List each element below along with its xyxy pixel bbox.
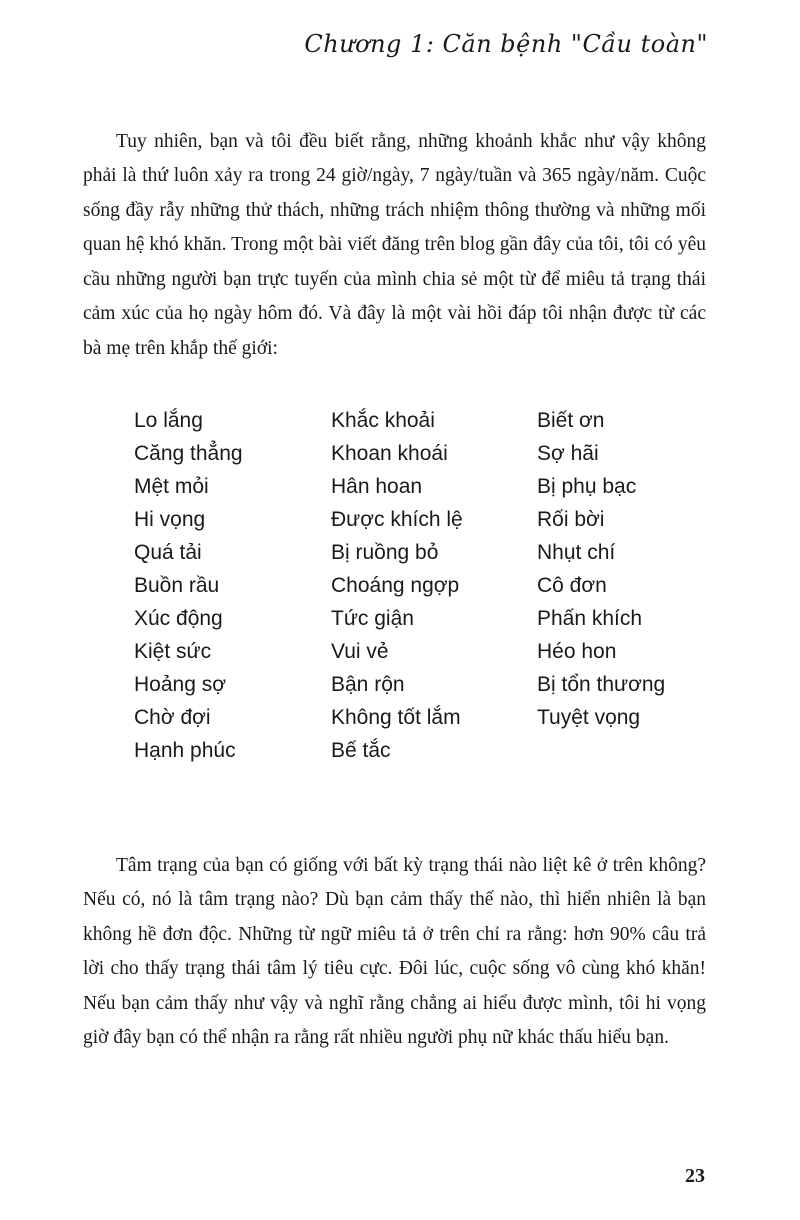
emotion-word: Căng thẳng bbox=[134, 442, 243, 465]
emotion-word: Chờ đợi bbox=[134, 706, 211, 729]
word-column-1 bbox=[134, 404, 243, 767]
word-column-2 bbox=[331, 404, 463, 767]
emotion-word: Khoan khoái bbox=[331, 442, 448, 465]
emotion-word: Phấn khích bbox=[537, 607, 643, 630]
emotion-word: Mệt mỏi bbox=[134, 475, 209, 498]
closing-paragraph: Tâm trạng của bạn có giống với bất kỳ trạng thái nào liệt kê ở trên không? Nếu có, nó là tâm trạng nào? Dù bạn cảm thấy thế nào, thì hiển nhiên là bạn không hề đơn độc. Những từ ngữ miêu tả ở trên chỉ ra rằng: hơn 90% câu trả lời cho thấy trạng thái tâm lý tiêu cực. Đôi lúc, cuộc sống vô cùng khó khăn! Nếu bạn cảm thấy như vậy và nghĩ rằng chẳng ai hiểu được mình, tôi hi vọng giờ đây bạn có thể nhận ra rằng rất nhiều người phụ nữ khác thấu hiểu bạn. bbox=[83, 854, 706, 1048]
emotion-word: Sợ hãi bbox=[537, 442, 599, 465]
emotion-word: Kiệt sức bbox=[134, 640, 212, 663]
emotion-word: Xúc động bbox=[134, 607, 223, 630]
emotion-word: Khắc khoải bbox=[331, 409, 435, 432]
emotion-word: Cô đơn bbox=[537, 574, 607, 597]
emotion-word: Biết ơn bbox=[537, 409, 605, 432]
word-column-3 bbox=[537, 404, 665, 734]
emotion-word: Được khích lệ bbox=[331, 508, 463, 531]
emotion-word: Hoảng sợ bbox=[134, 673, 226, 696]
emotion-word: Bế tắc bbox=[331, 739, 391, 762]
running-header: Chương 1: Căn bệnh "Cầu toàn" bbox=[304, 30, 708, 58]
emotion-word: Buồn rầu bbox=[134, 574, 220, 597]
emotion-word: Bị phụ bạc bbox=[537, 475, 637, 498]
emotion-word: Nhụt chí bbox=[537, 541, 616, 564]
emotion-word: Choáng ngợp bbox=[331, 574, 460, 597]
emotion-word: Rối bời bbox=[537, 508, 605, 531]
intro-paragraph: Tuy nhiên, bạn và tôi đều biết rằng, những khoảnh khắc như vậy không phải là thứ luôn xảy ra trong 24 giờ/ngày, 7 ngày/tuần và 365 ngày/năm. Cuộc sống đầy rẫy những thử thách, những trách nhiệm thông thường và những mối quan hệ khó khăn. Trong một bài viết đăng trên blog gần đây của tôi, tôi có yêu cầu những người bạn trực tuyến của mình chia sẻ một từ để miêu tả trạng thái cảm xúc của họ ngày hôm đó. Và đây là một vài hồi đáp tôi nhận được từ các bà mẹ trên khắp thế giới: bbox=[83, 130, 706, 359]
emotion-word: Héo hon bbox=[537, 640, 617, 663]
emotion-word: Tức giận bbox=[331, 607, 414, 630]
emotion-word: Quá tải bbox=[134, 541, 202, 564]
page-number: 23 bbox=[685, 1165, 705, 1187]
emotion-word: Hi vọng bbox=[134, 508, 206, 531]
emotion-word: Bận rộn bbox=[331, 673, 405, 696]
emotion-word: Hân hoan bbox=[331, 475, 423, 498]
emotion-word: Hạnh phúc bbox=[134, 739, 236, 762]
emotion-word: Không tốt lắm bbox=[331, 706, 461, 729]
emotion-word: Vui vẻ bbox=[331, 640, 389, 663]
emotion-word: Bị ruồng bỏ bbox=[331, 541, 439, 564]
emotion-word: Tuyệt vọng bbox=[537, 706, 641, 729]
emotion-word: Lo lắng bbox=[134, 409, 203, 432]
emotion-word: Bị tổn thương bbox=[537, 673, 666, 696]
